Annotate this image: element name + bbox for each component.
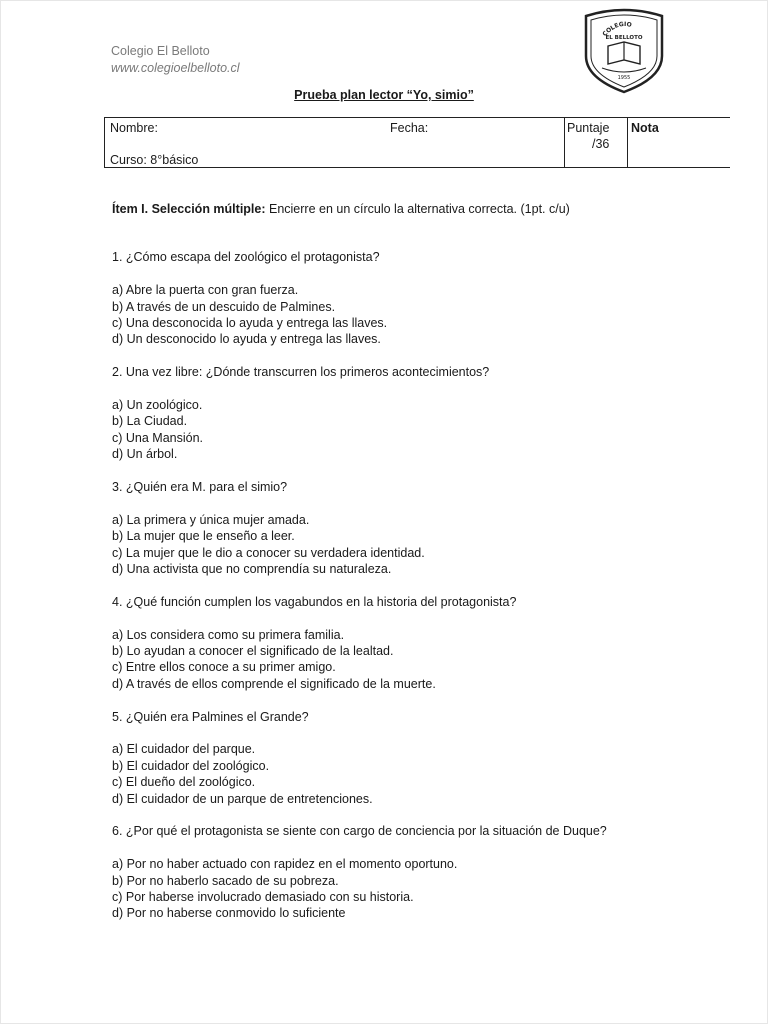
question-1 [112, 249, 732, 347]
option-d: d) Un desconocido lo ayuda y entrega las llaves. [112, 332, 381, 347]
nota-cell [628, 118, 728, 167]
curso-field: Curso: 8°básico [110, 153, 199, 167]
option-d: d) Por no haberse conmovido lo suficiente [112, 906, 346, 921]
option-c: c) Una desconocida lo ayuda y entrega las llaves. [112, 316, 388, 331]
option-a: a) La primera y única mujer amada. [112, 512, 310, 527]
question-4 [112, 594, 732, 692]
question-6 [112, 823, 732, 921]
puntaje-cell [564, 118, 628, 167]
question-text: 1. ¿Cómo escapa del zoológico el protagonista? [112, 250, 380, 265]
option-list [112, 397, 732, 463]
option-a: a) El cuidador del parque. [112, 742, 256, 757]
option-d: d) Un árbol. [112, 447, 178, 462]
puntaje-label: Puntaje [567, 121, 610, 135]
puntaje-total: /36 [592, 137, 610, 151]
option-d: d) Una activista que no comprendía su naturaleza. [112, 562, 392, 577]
student-info-table [104, 117, 730, 168]
question-text: 6. ¿Por qué el protagonista se siente con cargo de conciencia por la situación de Duque? [112, 824, 607, 839]
question-text: 5. ¿Quién era Palmines el Grande? [112, 709, 309, 724]
option-a: a) Los considera como su primera familia. [112, 627, 345, 642]
option-c: c) La mujer que le dio a conocer su verdadera identidad. [112, 545, 425, 560]
question-3 [112, 479, 732, 577]
option-list [112, 856, 732, 922]
question-text: 4. ¿Qué función cumplen los vagabundos en la historia del protagonista? [112, 594, 517, 609]
option-a: a) Un zoológico. [112, 398, 203, 413]
school-shield-logo [578, 6, 670, 94]
fecha-field: Fecha: [390, 121, 429, 135]
school-url: www.colegioelbelloto.cl [111, 61, 240, 75]
option-b: b) La Ciudad. [112, 414, 188, 429]
question-text: 3. ¿Quién era M. para el simio? [112, 480, 288, 495]
option-b: b) El cuidador del zoológico. [112, 758, 270, 773]
option-c: c) Por haberse involucrado demasiado con su historia. [112, 890, 414, 905]
option-c: c) Una Mansión. [112, 430, 204, 445]
option-list [112, 741, 732, 807]
option-list [112, 282, 732, 348]
option-c: c) Entre ellos conoce a su primer amigo. [112, 660, 336, 675]
item-label: Ítem I. Selección múltiple: [112, 202, 266, 216]
item-instructions [112, 201, 732, 217]
school-name: Colegio El Belloto [111, 44, 210, 58]
option-d: d) A través de ellos comprende el significado de la muerte. [112, 676, 436, 691]
option-a: a) Abre la puerta con gran fuerza. [112, 283, 299, 298]
option-c: c) El dueño del zoológico. [112, 775, 256, 790]
option-d: d) El cuidador de un parque de entretenciones. [112, 791, 373, 806]
test-content [112, 201, 732, 938]
svg-text:EL BELLOTO: EL BELLOTO [605, 35, 643, 41]
svg-text:COLEGIO: COLEGIO [601, 20, 633, 38]
item-instruction-text: Encierre en un círculo la alternativa correcta. (1pt. c/u) [265, 202, 570, 216]
option-a: a) Por no haber actuado con rapidez en el momento oportuno. [112, 857, 458, 872]
question-2 [112, 364, 732, 462]
option-b: b) A través de un descuido de Palmines. [112, 299, 336, 314]
option-b: b) Lo ayudan a conocer el significado de la lealtad. [112, 644, 394, 659]
option-list [112, 512, 732, 578]
nombre-field: Nombre: [110, 121, 158, 135]
question-text: 2. Una vez libre: ¿Dónde transcurren los primeros acontecimientos? [112, 365, 490, 380]
nota-label: Nota [631, 121, 659, 135]
option-b: b) Por no haberlo sacado de su pobreza. [112, 873, 339, 888]
option-b: b) La mujer que le enseño a leer. [112, 529, 295, 544]
info-cell-main [105, 118, 565, 167]
question-5 [112, 709, 732, 807]
document-title: Prueba plan lector “Yo, simio” [294, 88, 474, 102]
option-list [112, 627, 732, 693]
svg-text:1955: 1955 [617, 75, 631, 81]
